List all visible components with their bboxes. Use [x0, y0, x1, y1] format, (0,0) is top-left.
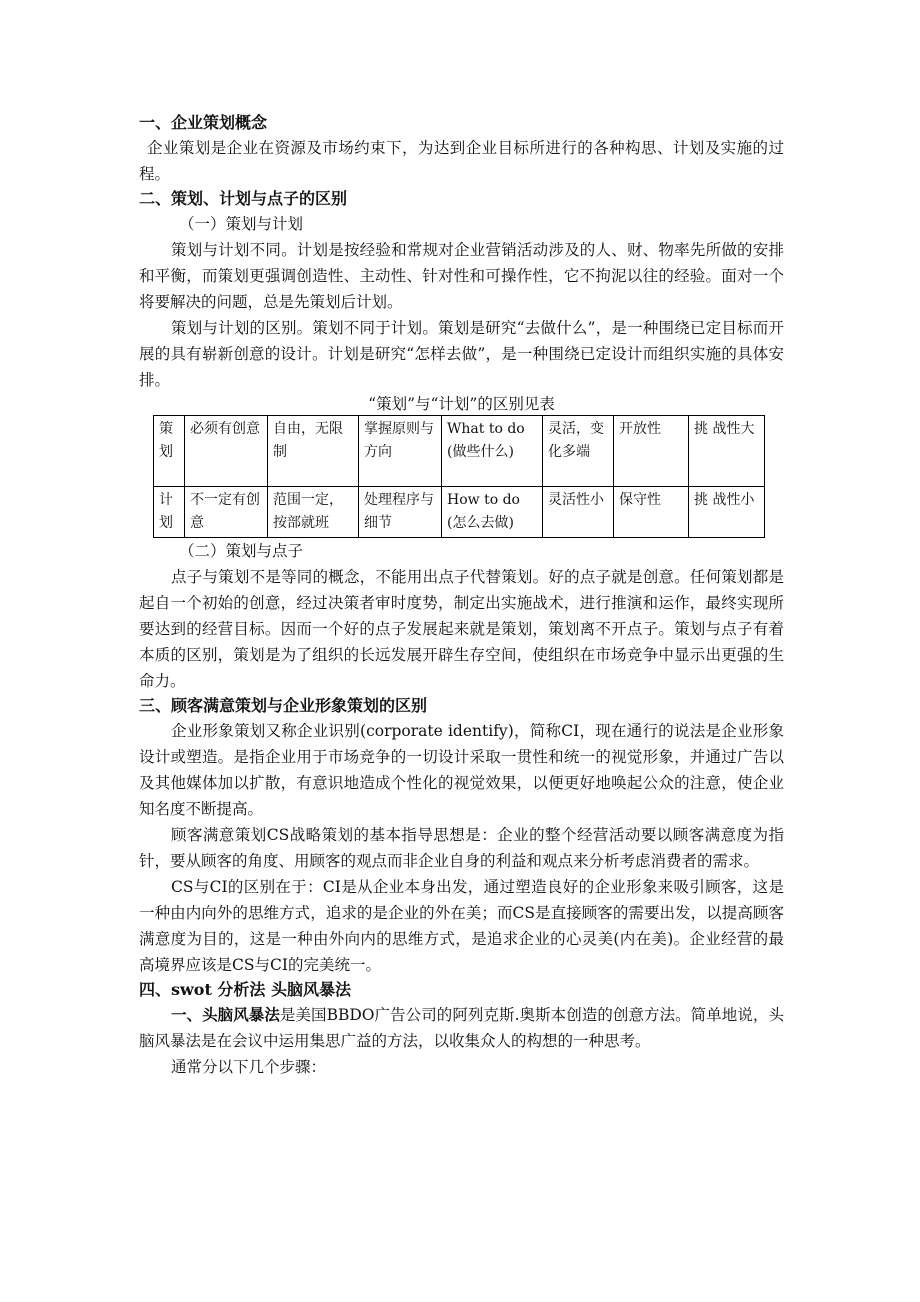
document-page [139, 111, 784, 1080]
table-cell: 开放性 [614, 416, 689, 487]
table-cell: What to do (做些什么) [442, 416, 543, 487]
section-1-title: 一、企业策划概念 [139, 113, 268, 132]
table-cell: 掌握原则与方向 [359, 416, 442, 487]
section-3-title: 三、顾客满意策划与企业形象策划的区别 [139, 696, 428, 715]
section-3-paragraph-1: 企业形象策划又称企业识别(corporate identify)，简称CI，现在通行的说法是企业形象设计或塑造。是指企业用于市场竞争的一切设计采取一贯性和统一的视觉形象，并通过广告以及其他媒体加以扩散，有意识地造成个性化的视觉效果，以便更好地唤起公众的注意，使企业知名度不断提高。 [139, 722, 784, 818]
subsection-plan-vs-planning: （一）策划与计划 [179, 215, 304, 233]
section-4-paragraph-1 [139, 1002, 784, 1054]
table-cell: 不一定有创意 [185, 487, 268, 538]
table-cell: 必须有创意 [185, 416, 268, 487]
table-cell: 保守性 [614, 487, 689, 538]
brainstorm-term: 一、头脑风暴法 [171, 1005, 280, 1024]
section-2-title: 二、策划、计划与点子的区别 [139, 189, 348, 208]
table-cell: How to do (怎么去做) [442, 487, 543, 538]
section-2-paragraph-1: 策划与计划不同。计划是按经验和常规对企业营销活动涉及的人、财、物率先所做的安排和平衡，而策划更强调创造性、主动性、针对性和可操作性，它不拘泥以往的经验。面对一个将要解决的问题，总是先策划后计划。 [139, 241, 784, 311]
table-cell: 计划 [154, 487, 185, 538]
table-cell: 灵活性小 [543, 487, 614, 538]
section-3-paragraph-2: 顾客满意策划CS战略策划的基本指导思想是：企业的整个经营活动要以顾客满意度为指针，要从顾客的角度、用顾客的观点而非企业自身的利益和观点来分析考虑消费者的需求。 [139, 826, 784, 870]
table-cell: 策划 [154, 416, 185, 487]
table-row [154, 416, 765, 487]
section-2-paragraph-2: 策划与计划的区别。策划不同于计划。策划是研究“去做什么”，是一种围绕已定目标而开展的具有崭新创意的设计。计划是研究“怎样去做”，是一种围绕已定设计而组织实施的具体安排。 [139, 319, 784, 389]
table-caption: “策划”与“计划”的区别见表 [368, 395, 555, 413]
section-1-paragraph: 企业策划是企业在资源及市场约束下，为达到企业目标所进行的各种构思、计划及实施的过程。 [139, 139, 784, 183]
section-4-paragraph-2: 通常分以下几个步骤： [171, 1058, 327, 1076]
section-3-paragraph-3: CS与CI的区别在于：CI是从企业本身出发，通过塑造良好的企业形象来吸引顾客，这是一种由内向外的思维方式，追求的是企业的外在美；而CS是直接顾客的需要出发，以提高顾客满意度为目的，这是一种由外向内的思维方式，是追求企业的心灵美(内在美)。企业经营的最高境界应该是CS与CI的完美统一。 [139, 878, 784, 974]
table-row [154, 487, 765, 538]
table-cell: 处理程序与细节 [359, 487, 442, 538]
table-cell: 范围一定，按部就班 [268, 487, 359, 538]
section-2-paragraph-3: 点子与策划不是等同的概念，不能用出点子代替策划。好的点子就是创意。任何策划都是起自一个初始的创意，经过决策者审时度势，制定出实施战术，进行推演和运作，最终实现所要达到的经营目标。因而一个好的点子发展起来就是策划，策划离不开点子。策划与点子有着本质的区别，策划是为了组织的长远发展开辟生存空间，使组织在市场竞争中显示出更强的生命力。 [139, 568, 784, 690]
table-cell: 灵活，变化多端 [543, 416, 614, 487]
brainstorm-definition: 是美国BBDO广告公司的阿列克斯.奥斯本创造的创意方法。简单地说，头脑风暴法是在会议中运用集思广益的方法，以收集众人的构想的一种思考。 [139, 1006, 784, 1050]
table-cell: 挑 战性小 [689, 487, 765, 538]
comparison-table [153, 415, 765, 538]
section-4-title: 四、swot 分析法 头脑风暴法 [139, 980, 351, 999]
subsection-planning-vs-ideas: （二）策划与点子 [179, 542, 304, 560]
table-cell: 自由，无限制 [268, 416, 359, 487]
table-cell: 挑 战性大 [689, 416, 765, 487]
